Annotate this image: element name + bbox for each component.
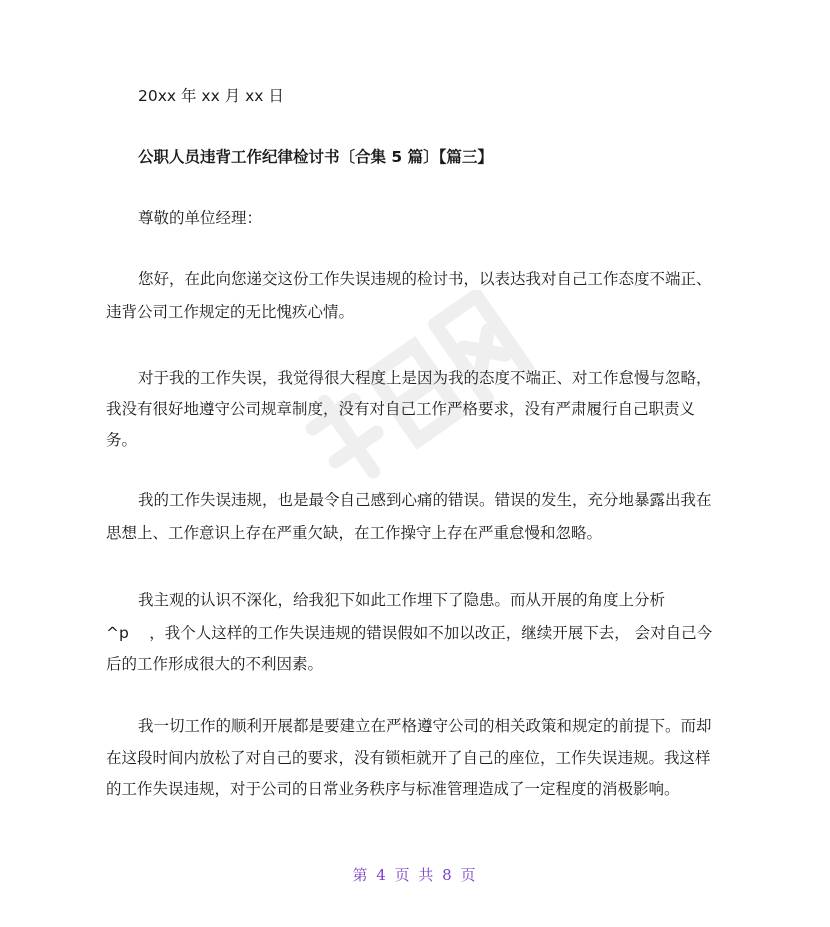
paragraph-1-line-1: 您好，在此向您递交这份工作失误违规的检讨书，以表达我对自己工作态度不端正、 (138, 270, 712, 288)
paragraph-5-line-3: 的工作失误违规，对于公司的日常业务秩序与标准管理造成了一定程度的消极影响。 (106, 780, 680, 798)
paragraph-5-line-1: 我一切工作的顺利开展都是要建立在严格遵守公司的相关政策和规定的前提下。而却 (138, 717, 712, 735)
page-footer: 第 4 页 共 8 页 (352, 866, 478, 884)
paragraph-1-line-2: 违背公司工作规定的无比愧疚心情。 (106, 303, 355, 321)
salutation: 尊敬的单位经理： (138, 209, 263, 227)
paragraph-4-line-2: ^p ，我个人这样的工作失误违规的错误假如不加以改正，继续开展下去， 会对自己今 (106, 624, 713, 642)
document-title: 公职人员违背工作纪律检讨书〔合集 5 篇〕【篇三】 (138, 148, 493, 166)
date-line: 20xx 年 xx 月 xx 日 (138, 87, 284, 105)
paragraph-5-line-2: 在这段时间内放松了对自己的要求，没有锁柜就开了自己的座位，工作失误违规。我这样 (106, 749, 711, 767)
paragraph-2-line-3: 务。 (106, 431, 138, 449)
paragraph-2-line-2: 我没有很好地遵守公司规章制度，没有对自己工作严格要求，没有严肃履行自己职责义 (106, 400, 696, 418)
paragraph-2-line-1: 对于我的工作失误，我觉得很大程度上是因为我的态度不端正、对工作怠慢与忽略， (138, 369, 712, 387)
paragraph-4-line-1: 我主观的认识不深化，给我犯下如此工作埋下了隐患。而从开展的角度上分析 (138, 591, 666, 609)
paragraph-3-line-1: 我的工作失误违规，也是最令自己感到心痛的错误。错误的发生，充分地暴露出我在 (138, 491, 712, 509)
paragraph-3-line-2: 思想上、工作意识上存在严重欠缺，在工作操守上存在严重怠慢和忽略。 (106, 524, 603, 542)
paragraph-4-line-3: 后的工作形成很大的不利因素。 (106, 655, 324, 673)
